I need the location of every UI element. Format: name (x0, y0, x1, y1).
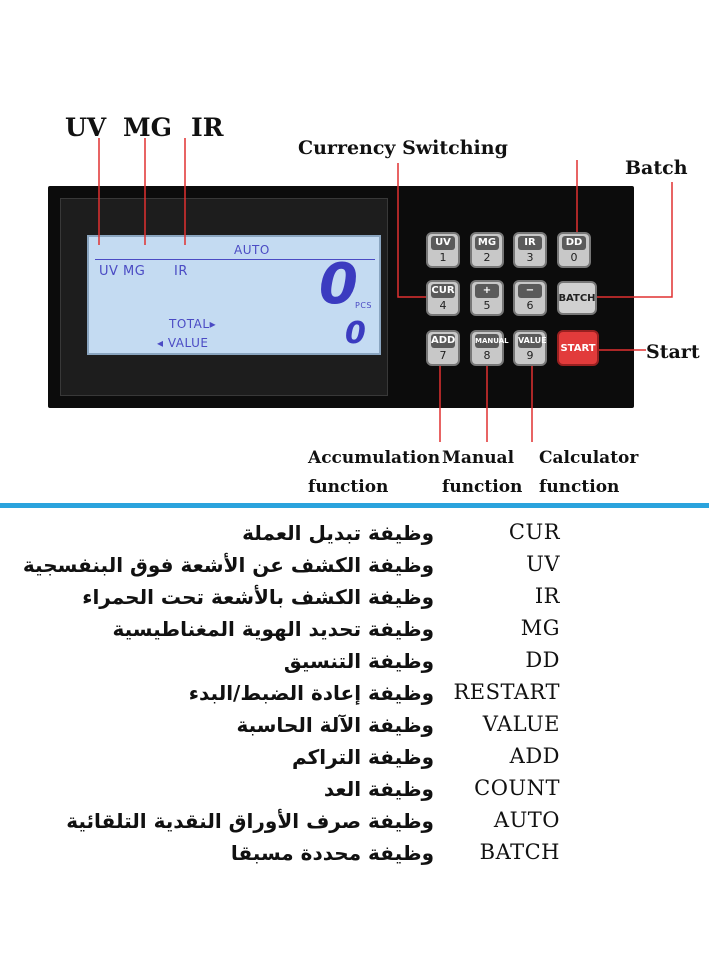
function-code: UV (526, 552, 560, 576)
key-add-label: ADD (431, 335, 456, 346)
function-arabic: وظيفة إعادة الضبط/البدء (188, 681, 434, 705)
lcd-value-number: 0 (345, 316, 366, 351)
key-start[interactable]: START (557, 330, 599, 366)
callout-batch: Batch (625, 157, 688, 179)
key-mg-number: 2 (483, 251, 491, 264)
lcd-ir: IR (174, 264, 188, 279)
function-arabic: وظيفة صرف الأوراق النقدية التلقائية (66, 809, 434, 833)
callout-ir: IR (191, 113, 224, 142)
function-row (0, 646, 709, 677)
section-divider (0, 503, 709, 508)
key-dd-label: DD (562, 236, 586, 250)
lcd-total: TOTAL▸ (169, 317, 217, 331)
key-minus-label: − (518, 284, 542, 298)
line-batch (597, 182, 672, 297)
callout-uv: UV (65, 113, 107, 142)
callout-accumulation-function: function (308, 477, 389, 497)
function-arabic: وظيفة التراكم (291, 745, 434, 769)
function-code: BATCH (479, 840, 560, 864)
key-ir-label: IR (518, 236, 542, 250)
key-ir-number: 3 (526, 251, 534, 264)
key-mg-label: MG (475, 236, 499, 250)
lcd-auto: AUTO (234, 243, 270, 257)
key-batch[interactable]: BATCH (557, 281, 597, 315)
function-arabic: وظيفة التنسيق (283, 649, 434, 673)
function-code: DD (525, 648, 560, 672)
function-arabic: وظيفة محددة مسبقا (230, 841, 434, 865)
callout-calculator: Calculator (539, 448, 639, 468)
function-arabic: وظيفة الكشف عن الأشعة فوق البنفسجية (22, 553, 434, 577)
function-row (0, 742, 709, 773)
function-arabic: وظيفة الكشف بالأشعة تحت الحمراء (82, 585, 434, 609)
key-add-number: 7 (439, 349, 447, 362)
callout-calculator-function: function (539, 477, 620, 497)
key-plus-label: + (475, 284, 499, 298)
function-code: CUR (508, 520, 560, 544)
key-minus-number: 6 (526, 299, 534, 312)
function-code: MG (520, 616, 560, 640)
function-arabic: وظيفة العد (323, 777, 434, 801)
function-arabic: وظيفة تبديل العملة (242, 521, 434, 545)
function-row (0, 710, 709, 741)
function-row (0, 678, 709, 709)
function-row (0, 614, 709, 645)
key-plus-number: 5 (483, 299, 491, 312)
key-value-number: 9 (526, 349, 534, 362)
function-code: COUNT (474, 776, 560, 800)
callout-mg: MG (123, 113, 173, 142)
key-manual-number: 8 (483, 349, 491, 362)
function-row (0, 582, 709, 613)
function-row (0, 550, 709, 581)
key-value-label: VALUE (518, 334, 542, 348)
line-currency-switching (398, 163, 426, 297)
function-code: AUTO (493, 808, 560, 832)
lcd-uv-mg: UV MG (99, 264, 146, 279)
key-uv-label: UV (431, 236, 455, 250)
key-manual-label: MANUAL (475, 334, 499, 348)
function-row (0, 838, 709, 869)
key-cur-label: CUR (431, 285, 455, 296)
function-row (0, 806, 709, 837)
callout-manual: Manual (442, 448, 515, 468)
function-row (0, 518, 709, 549)
function-code: RESTART (453, 680, 560, 704)
lcd-count-number: 0 (319, 252, 358, 317)
callout-start: Start (646, 341, 700, 363)
function-arabic: وظيفة الآلة الحاسبة (236, 713, 434, 737)
key-uv-number: 1 (439, 251, 447, 264)
lcd-pcs: PCS (355, 301, 372, 310)
callout-manual-function: function (442, 477, 523, 497)
function-code: ADD (509, 744, 560, 768)
function-row (0, 774, 709, 805)
key-cur-number: 4 (439, 299, 447, 312)
function-code: VALUE (482, 712, 560, 736)
function-code: IR (534, 584, 560, 608)
function-arabic: وظيفة تحديد الهوية المغناطيسية (112, 617, 434, 641)
key-dd-number: 0 (570, 251, 578, 264)
lcd-value: ◂ VALUE (157, 336, 209, 350)
callout-accumulation: Accumulation (308, 448, 441, 468)
callout-currency-switching: Currency Switching (298, 137, 508, 159)
